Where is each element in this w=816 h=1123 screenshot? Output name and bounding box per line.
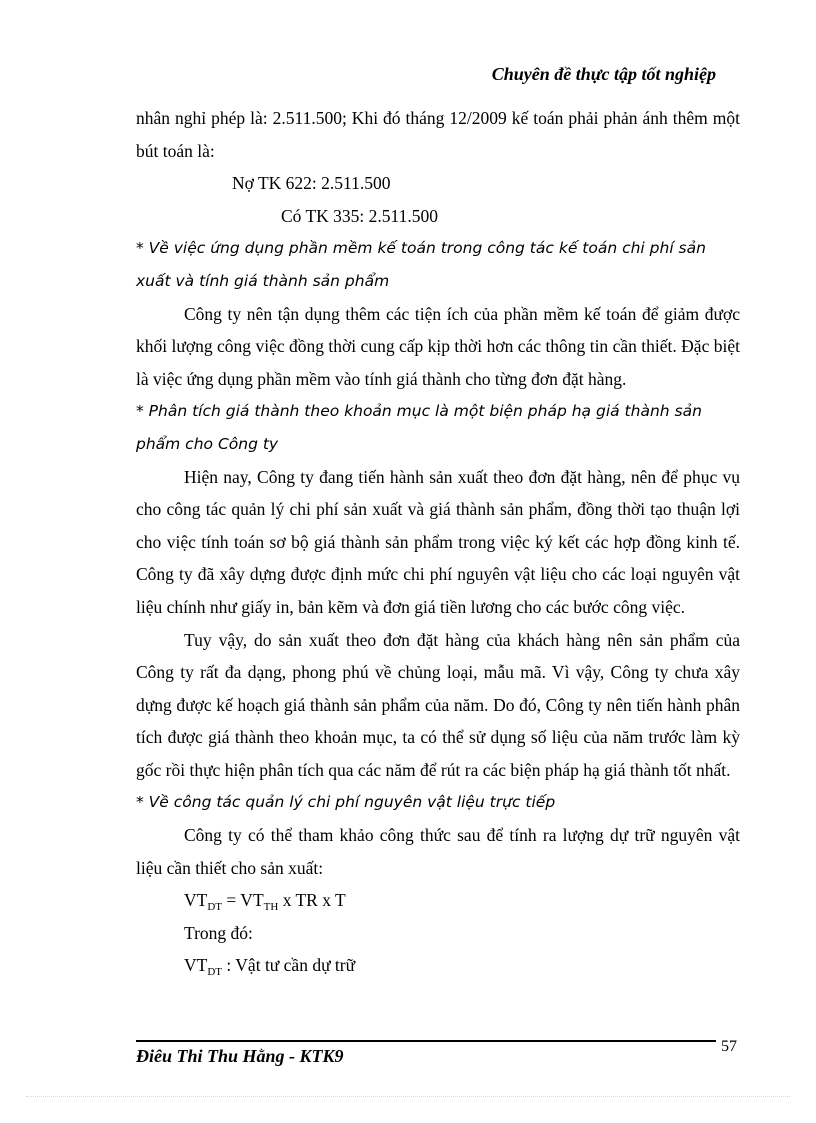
page-number: 57: [721, 1038, 737, 1055]
section-heading-cost-analysis: * Phân tích giá thành theo khoản mục là một biện pháp hạ giá thành sản phẩm cho Công ty: [136, 402, 702, 453]
document-body: [136, 102, 740, 982]
definition-subscript: DT: [207, 966, 222, 979]
formula-lhs-subscript: DT: [207, 901, 222, 914]
footer-rule: [136, 1040, 716, 1042]
formula-rest: x TR x T: [278, 890, 346, 911]
journal-entry-debit: Nợ TK 622: 2.511.500: [232, 173, 391, 194]
where-label: Trong đó:: [184, 922, 253, 943]
definition-text: : Vật tư cần dự trữ: [222, 955, 356, 976]
formula-rhs-subscript: TH: [263, 901, 279, 914]
paragraph-current-situation: Hiện nay, Công ty đang tiến hành sản xuất theo đơn đặt hàng, nên để phục vụ cho công tác quản lý chi phí sản xuất và giá thành sản phẩm, đồng thời tạo thuận lợi cho việc tính toán sơ bộ giá thành sản phẩm trong việc ký kết các hợp đồng kinh tế. Công ty đã xây dựng được định mức chi phí nguyên vật liệu cho các loại nguyên vật liệu chính như giấy in, bản kẽm và đơn giá tiền lương cho các bước công việc.: [136, 466, 740, 617]
running-header: Chuyên đề thực tập tốt nghiệp: [491, 64, 716, 84]
footer-author: Điêu Thi Thu Hằng - KTK9: [136, 1046, 344, 1066]
paragraph-leave-pay: nhân nghỉ phép là: 2.511.500; Khi đó tháng 12/2009 kế toán phải phản ánh thêm một bút toán là:: [136, 108, 740, 161]
paragraph-software: Công ty nên tận dụng thêm các tiện ích của phần mềm kế toán để giảm được khối lượng công việc đồng thời cung cấp kịp thời hơn các thông tin cần thiết. Đặc biệt là việc ứng dụng phần mềm vào tính giá thành cho từng đơn đặt hàng.: [136, 303, 740, 389]
page-edge-divider: [26, 1096, 790, 1097]
paragraph-formula-intro: Công ty có thể tham khảo công thức sau để tính ra lượng dự trữ nguyên vật liệu cần thiết cho sản xuất:: [136, 825, 740, 878]
definition-symbol: VT: [184, 955, 208, 976]
paragraph-recommendation: Tuy vậy, do sản xuất theo đơn đặt hàng của khách hàng nên sản phẩm của Công ty rất đa dạng, phong phú về chủng loại, mẫu mã. Vì vậy, Công ty chưa xây dựng được kế hoạch giá thành sản phẩm của năm. Do đó, Công ty nên tiến hành phân tích được giá thành theo khoản mục, ta có thể sử dụng số liệu của năm trước làm kỳ gốc rồi thực hiện phân tích qua các năm để rút ra các biện pháp hạ giá thành tốt nhất.: [136, 629, 740, 780]
section-heading-materials: * Về công tác quản lý chi phí nguyên vật liệu trực tiếp: [136, 793, 556, 812]
journal-entry-credit: Có TK 335: 2.511.500: [281, 205, 439, 226]
formula-equals: = VT: [222, 890, 264, 911]
inventory-formula: [136, 884, 740, 917]
section-heading-software: * Về việc ứng dụng phần mềm kế toán trong công tác kế toán chi phí sản xuất và tính giá thành sản phẩm: [136, 239, 706, 290]
formula-lhs: VT: [184, 890, 208, 911]
definition-vtdt: [136, 949, 740, 982]
